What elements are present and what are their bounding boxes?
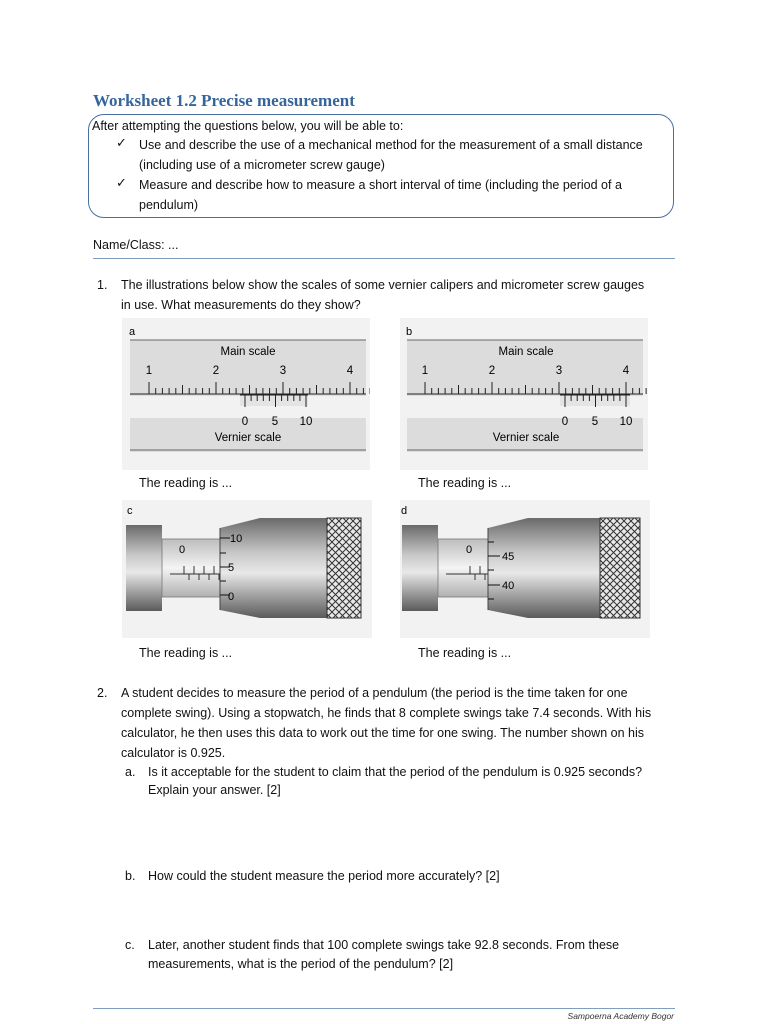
main-scale-number: 1 — [421, 365, 429, 377]
q2b-text-line-1: How could the student measure the period more accurately? [2] — [148, 869, 500, 883]
vernier-number: 0 — [241, 416, 249, 428]
main-scale-number: 3 — [279, 365, 287, 377]
figure-letter: b — [406, 326, 413, 338]
figure-b-vernier — [400, 318, 648, 470]
thimble-number: 10 — [230, 533, 243, 545]
vernier-number: 10 — [299, 416, 313, 428]
figure-letter: d — [401, 505, 408, 517]
page-title: Worksheet 1.2 Precise measurement — [93, 91, 355, 110]
q2-text-line-1: A student decides to measure the period of a pendulum (the period is the time taken for one — [121, 686, 628, 700]
main-scale-number: 2 — [488, 365, 496, 377]
reading-answer-a[interactable]: The reading is ... — [139, 476, 233, 490]
main-scale-number: 1 — [145, 365, 153, 377]
divider — [93, 258, 675, 259]
vernier-number: 5 — [591, 416, 599, 428]
reading-answer-d[interactable]: The reading is ... — [418, 646, 512, 660]
thimble-number: 40 — [502, 580, 515, 592]
vernier-number: 5 — [271, 416, 279, 428]
q2-text-line-3: calculator, he then uses this data to work out the time for one swing. The number shown on his — [121, 726, 644, 740]
vernier-scale-label: Vernier scale — [214, 432, 282, 444]
main-scale-number: 4 — [622, 365, 630, 377]
objectives-intro: After attempting the questions below, you will be able to: — [92, 119, 404, 133]
q2b-label: b. — [125, 869, 136, 883]
figure-a-vernier — [122, 318, 370, 470]
q2a-text-line-2: Explain your answer. [2] — [148, 783, 281, 797]
vernier-number: 10 — [619, 416, 633, 428]
objective-2-line-2: pendulum) — [139, 198, 199, 212]
sleeve-number: 0 — [178, 544, 186, 556]
q2-number: 2. — [97, 686, 108, 700]
q1-text-line-1: The illustrations below show the scales of some vernier calipers and micrometer screw gauges — [121, 278, 645, 292]
q2a-label: a. — [125, 765, 136, 779]
main-scale-number: 4 — [346, 365, 354, 377]
name-class-field[interactable]: Name/Class: ... — [93, 238, 179, 252]
check-icon: ✓ — [116, 175, 127, 190]
vernier-scale-label: Vernier scale — [492, 432, 560, 444]
objective-1-line-1: Use and describe the use of a mechanical method for the measurement of a small distance — [139, 138, 643, 152]
q2-text-line-4: calculator is 0.925. — [121, 746, 226, 760]
main-scale-number: 3 — [555, 365, 563, 377]
main-scale-label: Main scale — [498, 346, 554, 358]
objective-2-line-1: Measure and describe how to measure a short interval of time (including the period of a — [139, 178, 622, 192]
reading-answer-b[interactable]: The reading is ... — [418, 476, 512, 490]
q2a-text-line-1: Is it acceptable for the student to claim that the period of the pendulum is 0.925 seconds? — [148, 765, 643, 779]
sleeve-number: 0 — [465, 544, 473, 556]
main-scale-number: 2 — [212, 365, 220, 377]
q2c-text-line-1: Later, another student finds that 100 complete swings take 92.8 seconds. From these — [148, 938, 620, 952]
figure-d-micrometer — [400, 500, 650, 638]
q2c-text-line-2: measurements, what is the period of the pendulum? [2] — [148, 957, 454, 971]
vernier-number: 0 — [561, 416, 569, 428]
q1-number: 1. — [97, 278, 108, 292]
objective-1-line-2: (including use of a micrometer screw gauge) — [139, 158, 385, 172]
footer-divider — [93, 1008, 675, 1009]
thimble-number: 5 — [228, 562, 235, 574]
figure-c-micrometer — [122, 500, 372, 638]
reading-answer-c[interactable]: The reading is ... — [139, 646, 233, 660]
thimble-number: 45 — [502, 551, 515, 563]
q1-text-line-2: in use. What measurements do they show? — [121, 298, 361, 312]
q2-text-line-2: complete swing). Using a stopwatch, he finds that 8 complete swings take 7.4 seconds. With his — [121, 706, 652, 720]
figure-letter: c — [127, 505, 133, 517]
q2c-label: c. — [125, 938, 135, 952]
footer-text: Sampoerna Academy Bogor — [567, 1011, 674, 1021]
main-scale-label: Main scale — [220, 346, 276, 358]
figure-letter: a — [129, 326, 136, 338]
check-icon: ✓ — [116, 135, 127, 150]
thimble-number: 0 — [228, 591, 235, 603]
